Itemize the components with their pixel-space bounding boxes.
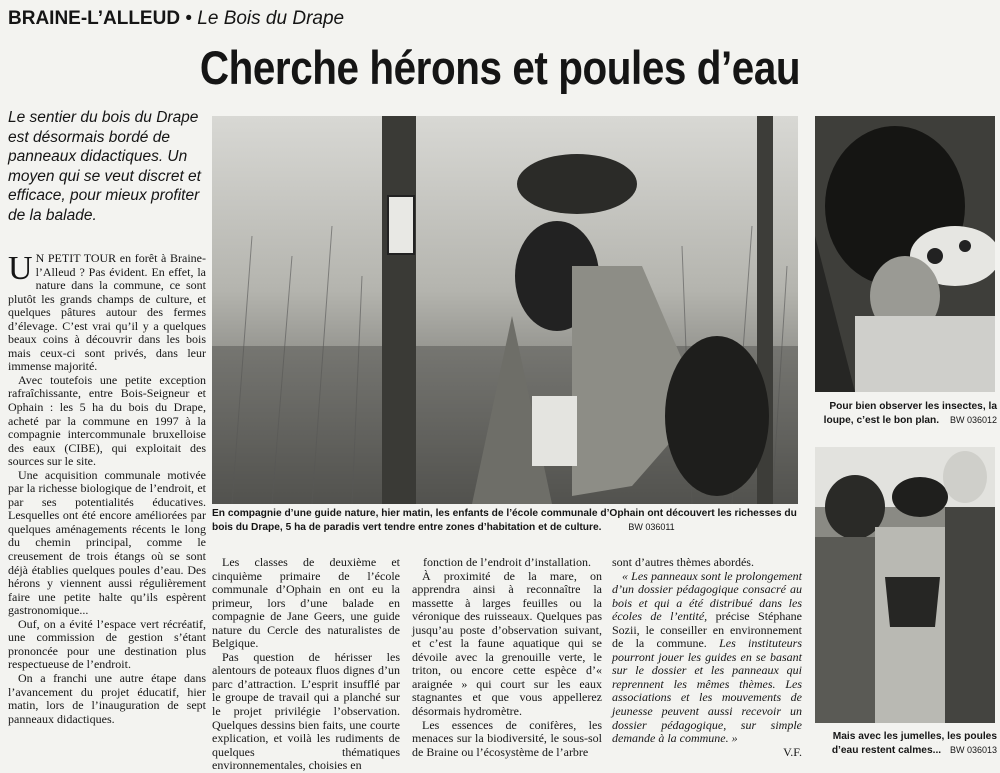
paragraph: Pas question de hérisser les alentours de poteaux fluos dignes d’un parc d’attraction. L’esprit insufflé par le groupe de travail qui a planché sur le projet privilégie l’observation. Quelques dessins bien faits, une courte explication, et voilà les rudiments de quelques thématiques environnementales, choisies en [212,649,400,773]
kicker-topic: Le Bois du Drape [197,8,345,29]
main-photo [212,116,798,504]
author-signature: V.F. [783,744,802,759]
paragraph: U N PETIT TOUR en forêt à Braine-l’Alleud ? Pas évident. En effet, la nature dans la commune, ce sont plutôt les grands champs de culture, et quelques pâtures autour des fermes d’élevage. C’est vrai qu’il y a quelques beaux coins à découvrir dans les bois mais ceux-ci sont privés, dans leur immense majorité. [8,250,206,374]
headline: Cherche hérons et poules d’eau [199,41,801,94]
article-column-1 [8,252,206,726]
kicker-bullet: • [185,8,192,29]
kicker [8,8,344,30]
article-column-2 [212,556,400,773]
paragraph-quote: « Les panneaux sont le prolongement d’un dossier pédagogique consacré au bois et qui a été distribué dans les écoles de l’entité, précise Stéphane Sozii, le conseiller en environnement de la commune. Les instituteurs pourront jouer les guides en se basant sur le dossier et les panneaux qui reprennent les mêmes thèmes. Les associations et les mouvements de jeunesse peuvent aussi recevoir un dossier pédagogique, sur simple demande à la commune. » [612,568,803,746]
main-photo-caption: En compagnie d’une guide nature, hier matin, les enfants de l’école communale d’Ophain ont découvert les richesses du bois du Drape, 5 ha de paradis vert tendre entre zones d’habitation et de culture. BW 036011 [212,508,797,533]
paragraph: sont d’autres thèmes abordés. [612,555,754,569]
insect-photo [815,116,995,392]
photo-credit: BW 036011 [628,521,675,532]
paragraph: Les essences de conifères, les menaces sur la biodiversité, le sous-sol de Braine ou l’écosystème de l’arbre [412,717,602,759]
photo-credit: BW 036012 [949,414,997,425]
paragraph: fonction de l’endroit d’installation. [423,555,591,569]
paragraph: Avec toutefois une petite exception rafraîchissante, entre Bois-Seigneur et Ophain : les 5 ha du bois du Drape, acheté par la commune en 1997 à la compagnie intercommunale bruxelloise des eaux (CIBE), qui exploitait des sources sur le site. [8,372,206,469]
dropcap: U [8,250,33,287]
paragraph: Ouf, on a évité l’espace vert récréatif, une commission de gestion s’étant prononcée pour une destination plus respectueuse de l’endroit. [8,616,206,672]
article-column-3 [412,556,602,759]
paragraph: Les classes de deuxième et cinquième primaire de l’école communale d’Ophain en ont eu la primeur, lors d’une balade en compagnie de Jane Geers, une guide nature du Cercle des naturalistes de Belgique. [212,555,400,651]
insect-photo-caption: Pour bien observer les insectes, la loupe, c’est le bon plan. BW 036012 [823,401,997,426]
paragraph: On a franchi une autre étape dans l’avancement du projet éducatif, hier matin, lors de l’inauguration de sept panneaux didactiques. [8,670,206,726]
paragraph: Une acquisition communale motivée par la richesse biologique de l’endroit, et par ses potentialités éducatives. Lesquelles ont été encore améliorées par quelques aménagements récents le long du chemin principal, comme le creusement de trois étangs où se sont déjà établies quelques poules d’eau. Des hérons y viennent aussi régulièrement faire une petite halte qu’ils espèrent gastronomique... [8,467,206,618]
lede: Le sentier du bois du Drape est désormais bordé de panneaux didactiques. Un moyen qui se veut discret et efficace, pour mieux profiter de la balade. [8,109,201,224]
paragraph: À proximité de la mare, on apprendra ainsi à reconnaître la massette à larges feuilles ou la véronique des ruisseaux. Quelques pas jusqu’au poste d’observation suivant, et c’est la faune aquatique qui se dévoile avec la grenouille verte, le triton, ou encore cette espèce d’« araignée » qui court sur les eaux stagnantes et que vous appellerez désormais hydromètre. [412,568,602,719]
article-column-4 [612,556,802,759]
kicker-location: BRAINE-L’ALLEUD [8,8,181,29]
photo-credit: BW 036013 [949,744,997,755]
binoculars-photo [815,447,995,723]
binoculars-photo-caption: Mais avec les jumelles, les poules d’eau restent calmes... BW 036013 [831,731,997,756]
